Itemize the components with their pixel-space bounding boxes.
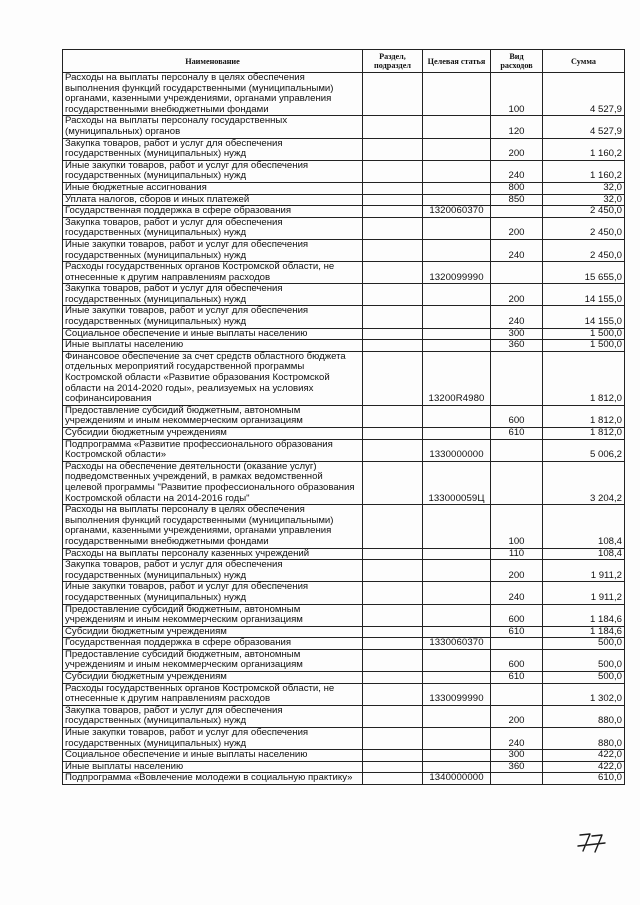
row-sum: 1 812,0	[543, 405, 625, 427]
row-sum: 500,0	[543, 638, 625, 650]
row-type: 610	[491, 626, 543, 638]
row-section	[363, 351, 423, 405]
table-row	[63, 328, 625, 340]
table-header	[63, 50, 625, 73]
row-target	[423, 73, 491, 116]
row-type: 850	[491, 194, 543, 206]
row-name: Иные закупки товаров, работ и услуг для обеспечения государственных (муниципальных) нужд	[63, 160, 363, 182]
row-type	[491, 206, 543, 218]
row-name: Иные закупки товаров, работ и услуг для обеспечения государственных (муниципальных) нужд	[63, 582, 363, 604]
row-target	[423, 728, 491, 750]
row-type: 200	[491, 138, 543, 160]
row-name: Закупка товаров, работ и услуг для обеспечения государственных (муниципальных) нужд	[63, 705, 363, 727]
row-name: Иные закупки товаров, работ и услуг для обеспечения государственных (муниципальных) нужд	[63, 306, 363, 328]
row-name: Подпрограмма «Вовлечение молодежи в социальную практику»	[63, 773, 363, 785]
row-type	[491, 439, 543, 461]
row-name: Предоставление субсидий бюджетным, автономным учреждениям и иным некоммерческим организациям	[63, 649, 363, 671]
row-target: 1340000000	[423, 773, 491, 785]
row-name: Закупка товаров, работ и услуг для обеспечения государственных (муниципальных) нужд	[63, 138, 363, 160]
row-target: 1330000000	[423, 439, 491, 461]
table-row	[63, 405, 625, 427]
row-section	[363, 750, 423, 762]
row-type: 200	[491, 705, 543, 727]
row-section	[363, 116, 423, 138]
row-section	[363, 461, 423, 504]
row-name: Иные закупки товаров, работ и услуг для обеспечения государственных (муниципальных) нужд	[63, 239, 363, 261]
row-target	[423, 428, 491, 440]
row-section	[363, 728, 423, 750]
table-row	[63, 73, 625, 116]
row-section	[363, 138, 423, 160]
table-row	[63, 116, 625, 138]
table-row	[63, 705, 625, 727]
row-sum: 1 302,0	[543, 683, 625, 705]
row-section	[363, 439, 423, 461]
row-type: 300	[491, 750, 543, 762]
table-row	[63, 548, 625, 560]
row-sum: 1 160,2	[543, 160, 625, 182]
row-name: Расходы государственных органов Костромской области, не отнесенные к другим направлениям расходов	[63, 262, 363, 284]
row-target: 133000059Ц	[423, 461, 491, 504]
row-type: 240	[491, 306, 543, 328]
row-type: 200	[491, 284, 543, 306]
row-sum: 14 155,0	[543, 284, 625, 306]
row-name: Иные выплаты населению	[63, 761, 363, 773]
row-section	[363, 548, 423, 560]
table-row	[63, 750, 625, 762]
budget-table	[62, 49, 625, 785]
row-name: Расходы на обеспечение деятельности (оказание услуг) подведомственных учреждений, в рамках ведомственной целевой программы "Развитие профессионального образования Костромской области на 2014-2016 годы"	[63, 461, 363, 504]
header-sum: Сумма	[543, 50, 625, 73]
table-row	[63, 428, 625, 440]
row-type: 800	[491, 182, 543, 194]
row-type: 200	[491, 217, 543, 239]
row-section	[363, 206, 423, 218]
row-type: 600	[491, 604, 543, 626]
row-target	[423, 505, 491, 548]
row-type: 600	[491, 405, 543, 427]
row-section	[363, 239, 423, 261]
row-sum: 500,0	[543, 649, 625, 671]
row-section	[363, 672, 423, 684]
row-type: 100	[491, 73, 543, 116]
row-sum: 5 006,2	[543, 439, 625, 461]
row-name: Социальное обеспечение и иные выплаты населению	[63, 328, 363, 340]
row-type: 300	[491, 328, 543, 340]
row-section	[363, 560, 423, 582]
row-name: Государственная поддержка в сфере образования	[63, 638, 363, 650]
row-sum: 108,4	[543, 505, 625, 548]
row-name: Субсидии бюджетным учреждениям	[63, 672, 363, 684]
row-sum: 3 204,2	[543, 461, 625, 504]
row-type	[491, 351, 543, 405]
row-sum: 422,0	[543, 761, 625, 773]
row-target	[423, 284, 491, 306]
table-row	[63, 306, 625, 328]
row-section	[363, 761, 423, 773]
row-sum: 2 450,0	[543, 217, 625, 239]
row-target	[423, 217, 491, 239]
row-section	[363, 582, 423, 604]
row-name: Предоставление субсидий бюджетным, автономным учреждениям и иным некоммерческим организациям	[63, 405, 363, 427]
row-type: 240	[491, 239, 543, 261]
row-section	[363, 626, 423, 638]
row-target	[423, 194, 491, 206]
row-target	[423, 604, 491, 626]
row-section	[363, 340, 423, 352]
row-sum: 1 160,2	[543, 138, 625, 160]
row-type: 360	[491, 340, 543, 352]
row-type	[491, 461, 543, 504]
row-sum: 1 911,2	[543, 560, 625, 582]
row-type: 200	[491, 560, 543, 582]
row-section	[363, 194, 423, 206]
row-name: Расходы государственных органов Костромской области, не отнесенные к другим направлениям расходов	[63, 683, 363, 705]
table-row	[63, 761, 625, 773]
handwritten-page-number	[577, 829, 609, 857]
row-name: Расходы на выплаты персоналу казенных учреждений	[63, 548, 363, 560]
row-sum: 1 184,6	[543, 604, 625, 626]
row-section	[363, 217, 423, 239]
row-section	[363, 262, 423, 284]
table-row	[63, 604, 625, 626]
row-sum: 4 527,9	[543, 116, 625, 138]
table-row	[63, 351, 625, 405]
row-name: Подпрограмма «Развитие профессионального образования Костромской области»	[63, 439, 363, 461]
row-name: Государственная поддержка в сфере образования	[63, 206, 363, 218]
table-row	[63, 461, 625, 504]
row-type: 600	[491, 649, 543, 671]
row-target	[423, 672, 491, 684]
row-name: Закупка товаров, работ и услуг для обеспечения государственных (муниципальных) нужд	[63, 284, 363, 306]
row-name: Закупка товаров, работ и услуг для обеспечения государственных (муниципальных) нужд	[63, 560, 363, 582]
table-row	[63, 217, 625, 239]
row-section	[363, 649, 423, 671]
table-row	[63, 439, 625, 461]
row-name: Расходы на выплаты персоналу в целях обеспечения выполнения функций государственными (муниципальными) органами, казенными учреждениями, органами управления государственными внебюджетными фондами	[63, 73, 363, 116]
row-target	[423, 340, 491, 352]
row-name: Субсидии бюджетным учреждениям	[63, 428, 363, 440]
table-row	[63, 262, 625, 284]
row-section	[363, 284, 423, 306]
row-type: 360	[491, 761, 543, 773]
table-body	[63, 73, 625, 785]
row-target	[423, 239, 491, 261]
row-sum: 2 450,0	[543, 239, 625, 261]
row-target: 1330099990	[423, 683, 491, 705]
row-target	[423, 116, 491, 138]
row-target	[423, 328, 491, 340]
row-name: Расходы на выплаты персоналу государственных (муниципальных) органов	[63, 116, 363, 138]
row-target	[423, 761, 491, 773]
row-target	[423, 160, 491, 182]
row-section	[363, 683, 423, 705]
row-target: 1320060370	[423, 206, 491, 218]
row-section	[363, 505, 423, 548]
table-row	[63, 560, 625, 582]
header-section: Раздел, подраздел	[363, 50, 423, 73]
row-section	[363, 428, 423, 440]
row-name: Уплата налогов, сборов и иных платежей	[63, 194, 363, 206]
header-type: Вид расходов	[491, 50, 543, 73]
row-sum: 500,0	[543, 672, 625, 684]
row-section	[363, 604, 423, 626]
row-target: 13200R4980	[423, 351, 491, 405]
row-target	[423, 560, 491, 582]
table-row	[63, 773, 625, 785]
row-type: 110	[491, 548, 543, 560]
row-section	[363, 638, 423, 650]
table-row	[63, 239, 625, 261]
row-section	[363, 182, 423, 194]
row-sum: 32,0	[543, 182, 625, 194]
row-type: 240	[491, 728, 543, 750]
row-type	[491, 683, 543, 705]
row-name: Иные выплаты населению	[63, 340, 363, 352]
row-target	[423, 582, 491, 604]
row-name: Иные закупки товаров, работ и услуг для обеспечения государственных (муниципальных) нужд	[63, 728, 363, 750]
row-sum: 610,0	[543, 773, 625, 785]
row-sum: 1 184,6	[543, 626, 625, 638]
row-type: 610	[491, 672, 543, 684]
header-name: Наименование	[63, 50, 363, 73]
row-sum: 1 812,0	[543, 351, 625, 405]
table-row	[63, 626, 625, 638]
row-section	[363, 73, 423, 116]
row-sum: 1 812,0	[543, 428, 625, 440]
table-row	[63, 160, 625, 182]
row-name: Закупка товаров, работ и услуг для обеспечения государственных (муниципальных) нужд	[63, 217, 363, 239]
header-target: Целевая статья	[423, 50, 491, 73]
row-section	[363, 306, 423, 328]
row-sum: 1 500,0	[543, 328, 625, 340]
table-row	[63, 206, 625, 218]
row-type: 610	[491, 428, 543, 440]
row-sum: 422,0	[543, 750, 625, 762]
row-target: 1320099990	[423, 262, 491, 284]
row-target	[423, 548, 491, 560]
row-sum: 4 527,9	[543, 73, 625, 116]
row-sum: 32,0	[543, 194, 625, 206]
row-name: Иные бюджетные ассигнования	[63, 182, 363, 194]
table-row	[63, 194, 625, 206]
header-row	[63, 50, 625, 73]
row-sum: 880,0	[543, 728, 625, 750]
row-section	[363, 405, 423, 427]
row-target	[423, 138, 491, 160]
row-target	[423, 182, 491, 194]
table-row	[63, 284, 625, 306]
table-row	[63, 182, 625, 194]
row-type: 120	[491, 116, 543, 138]
row-target	[423, 626, 491, 638]
row-target: 1330060370	[423, 638, 491, 650]
row-type: 100	[491, 505, 543, 548]
row-sum: 108,4	[543, 548, 625, 560]
row-sum: 1 500,0	[543, 340, 625, 352]
row-target	[423, 405, 491, 427]
table-row	[63, 672, 625, 684]
row-name: Социальное обеспечение и иные выплаты населению	[63, 750, 363, 762]
row-sum: 880,0	[543, 705, 625, 727]
row-section	[363, 328, 423, 340]
row-sum: 15 655,0	[543, 262, 625, 284]
table-row	[63, 340, 625, 352]
table-row	[63, 683, 625, 705]
row-target	[423, 705, 491, 727]
row-target	[423, 750, 491, 762]
row-section	[363, 160, 423, 182]
row-target	[423, 306, 491, 328]
table-row	[63, 649, 625, 671]
row-name: Субсидии бюджетным учреждениям	[63, 626, 363, 638]
row-name: Финансовое обеспечение за счет средств областного бюджета отдельных мероприятий государственной программы Костромской области «Развитие образования Костромской области на 2014-2020 годы», реализуемых на условиях софинансирования	[63, 351, 363, 405]
table-row	[63, 638, 625, 650]
table-row	[63, 728, 625, 750]
row-name: Предоставление субсидий бюджетным, автономным учреждениям и иным некоммерческим организациям	[63, 604, 363, 626]
row-section	[363, 773, 423, 785]
table-row	[63, 138, 625, 160]
table-row	[63, 505, 625, 548]
row-sum: 1 911,2	[543, 582, 625, 604]
row-type	[491, 262, 543, 284]
row-type	[491, 638, 543, 650]
row-sum: 2 450,0	[543, 206, 625, 218]
table-row	[63, 582, 625, 604]
row-target	[423, 649, 491, 671]
row-type: 240	[491, 582, 543, 604]
row-name: Расходы на выплаты персоналу в целях обеспечения выполнения функций государственными (муниципальными) органами, казенными учреждениями, органами управления государственными внебюджетными фондами	[63, 505, 363, 548]
row-section	[363, 705, 423, 727]
row-sum: 14 155,0	[543, 306, 625, 328]
row-type	[491, 773, 543, 785]
row-type: 240	[491, 160, 543, 182]
